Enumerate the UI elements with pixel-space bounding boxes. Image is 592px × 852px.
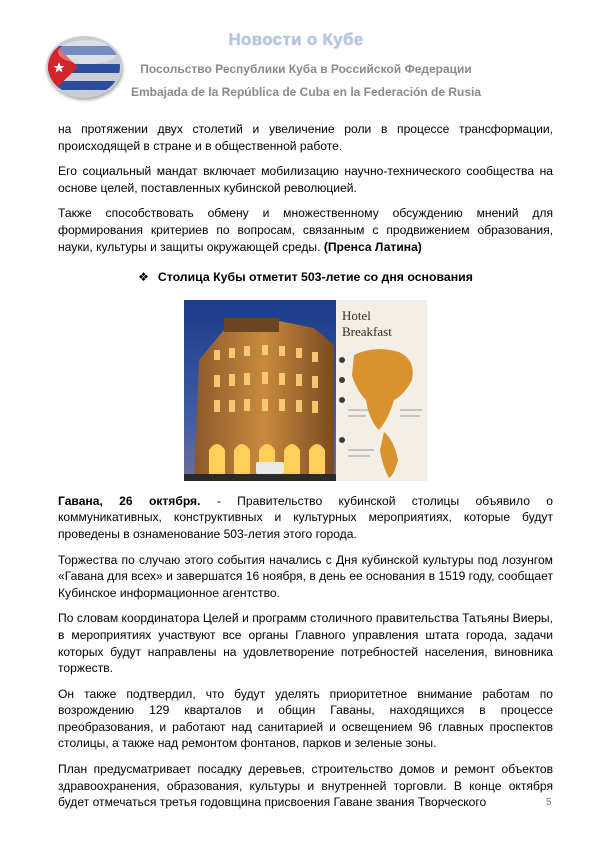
page-header (0, 0, 592, 115)
article-paragraph-1-text: - Правительство кубинской столицы объявило о коммуникативных, конструктивных и культурных мероприятиях, которые будут проведены в ознаменование 503-летия этого города. (58, 493, 553, 541)
article-image (184, 300, 427, 481)
article-paragraph-4: Он также подтвердил, что будут уделять приоритетное внимание работам по возрождению 129 кварталов и общин Гаваны, находящихся в процессе преобразования, и работают над санитарией и освещением 96 главных проспектов столицы, а также над ремонтом фонтанов, парков и зеленые зоны. (58, 686, 553, 751)
prev-article-paragraph-3 (58, 205, 553, 255)
magazine-title-1: Hotel (342, 307, 371, 323)
prev-article-paragraph-1: на протяжении двух столетий и увеличение роли в процессе трансформации, происходящей в стране и в общественной работе. (58, 122, 553, 153)
newsletter-title: Новости о Кубе (228, 30, 364, 49)
page-content (58, 121, 553, 820)
page-number: 5 (546, 797, 552, 808)
article-paragraph-2: Торжества по случаю этого события начались с Дня кубинской культуры под лозунгом «Гавана для всех» и завершатся 16 ноября, в день ее основания в 1519 году, сообщает Кубинское информационное агентство. (58, 552, 553, 600)
article-paragraph-1 (58, 493, 553, 543)
article-headline (58, 269, 553, 286)
embassy-name-es: Embajada de la República de Cuba en la Federación de Rusia (130, 85, 482, 99)
article-headline-text: Столица Кубы отметит 503-летие со дня основания (157, 270, 473, 285)
embassy-name-ru: Посольство Республики Куба в Российской Федерации (140, 62, 472, 76)
prev-article-paragraph-3-text: Также способствовать обмену и множественному обсуждению мнений для формирования критериев по вопросам, связанным с продвижением образования, науки, культуры и защиты окружающей среды. (58, 206, 553, 254)
magazine-title-2: Breakfast (342, 323, 392, 339)
hotel-photo-and-magazine (184, 300, 427, 481)
article-paragraph-5: План предусматривает посадку деревьев, строительство домов и ремонт объектов здравоохранения, образования, культуры и внутренней торговли. В конце октября будет отмечаться третья годовщина присвоения Гаване звания Творческого (58, 762, 553, 810)
dateline: Гавана, 26 октября. (58, 493, 201, 508)
source-credit: (Пренса Латина) (323, 239, 422, 254)
prev-article-paragraph-2: Его социальный мандат включает мобилизацию научно-технического сообщества на основе целей, поставленных кубинской революцией. (58, 164, 553, 195)
diamond-bullet-icon: ❖ (138, 270, 149, 285)
article-paragraph-3: По словам координатора Целей и программ столичного правительства Татьяны Виеры, в мероприятиях участвуют все органы Главного управления штата города, задачи которых будут направлены на удовлетворение потребностей населения, виновника торжеств. (58, 611, 553, 676)
